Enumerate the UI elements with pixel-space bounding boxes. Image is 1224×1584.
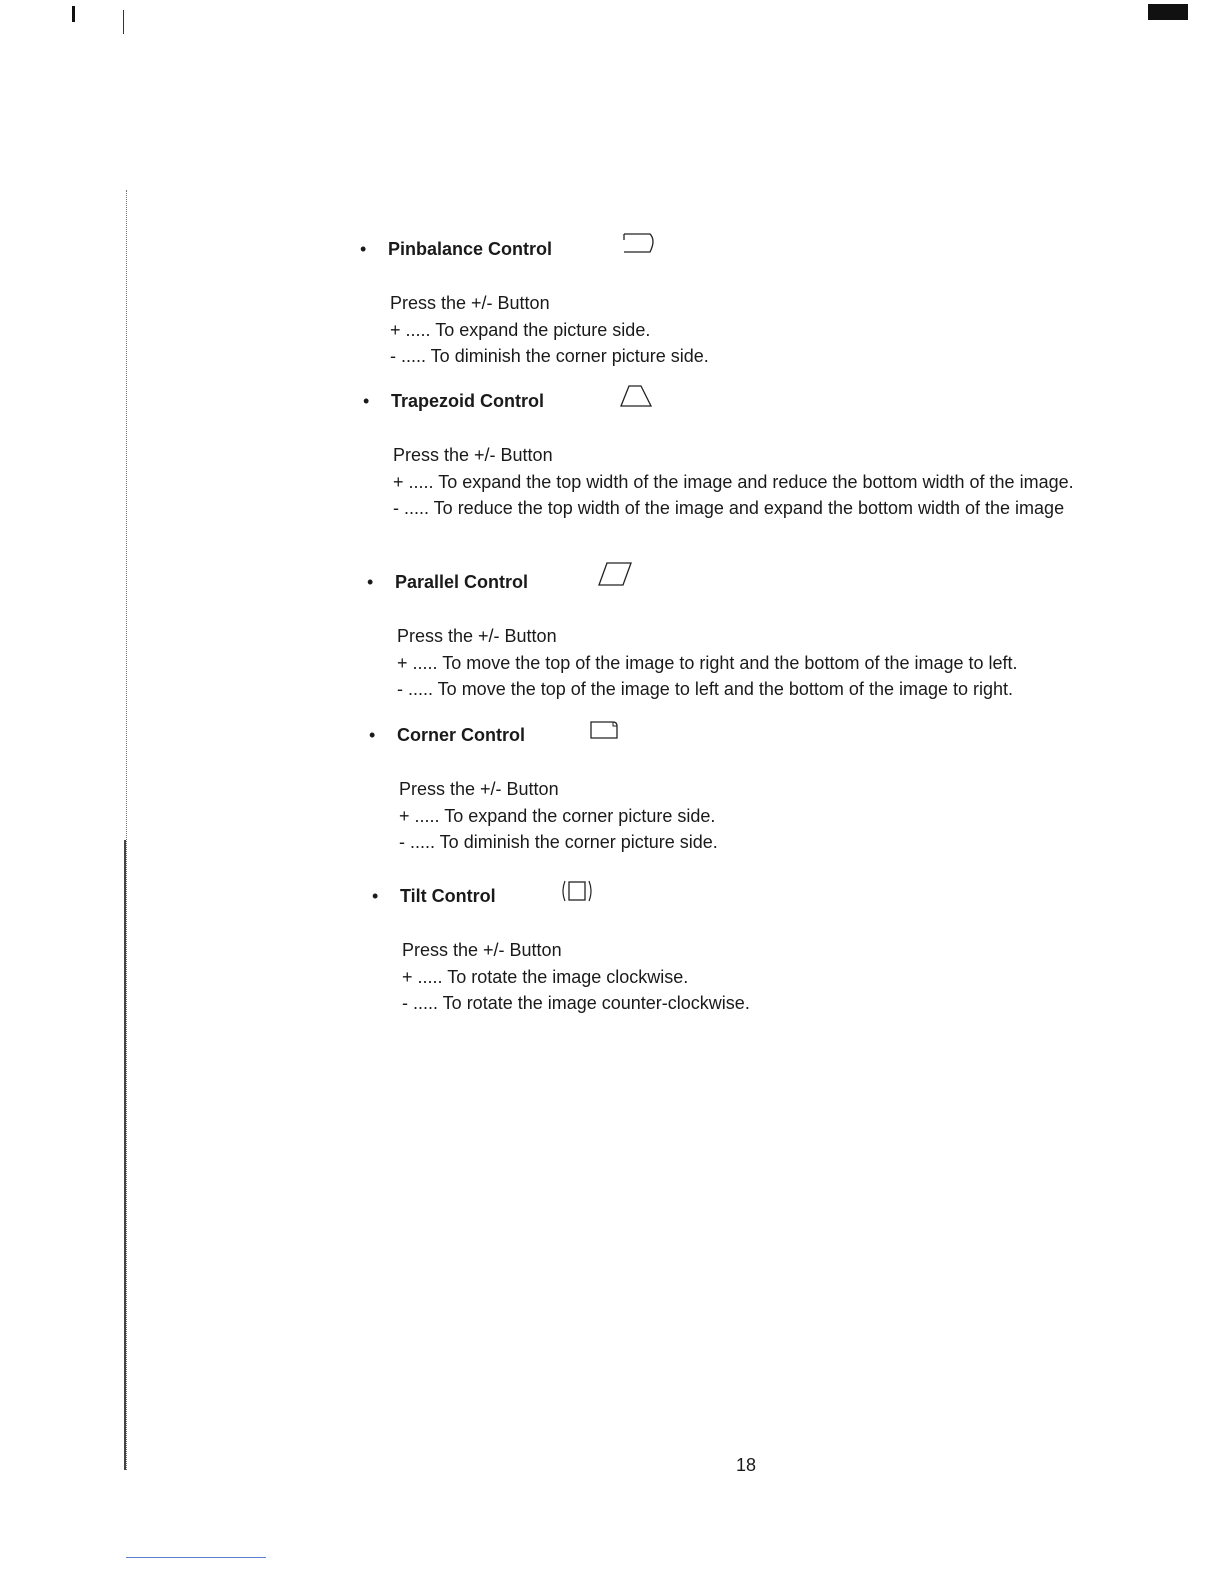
section-heading: Parallel Control (395, 572, 529, 592)
press-instruction: Press the +/- Button (399, 779, 559, 799)
section-heading-row (363, 388, 1123, 414)
minus-description: - ..... To reduce the top width of the image and expand the bottom width of the image (393, 498, 1065, 518)
section-body (402, 937, 1132, 1017)
bullet: • (369, 725, 376, 745)
section-heading-row (360, 236, 1120, 262)
section-heading: Trapezoid Control (391, 391, 544, 411)
scan-binding-edge (126, 190, 127, 1470)
section-body (399, 776, 1129, 856)
plus-description: + ..... To rotate the image clockwise. (402, 966, 689, 987)
minus-description: - ..... To rotate the image counter-clockwise. (402, 993, 750, 1013)
plus-description: + ..... To expand the corner picture side. (399, 805, 716, 826)
press-instruction: Press the +/- Button (397, 626, 557, 646)
plus-description: + ..... To move the top of the image to right and the bottom of the image to left. (397, 652, 1018, 673)
tilt-icon (558, 877, 598, 907)
press-instruction: Press the +/- Button (390, 293, 550, 313)
pinbalance-icon (620, 230, 660, 260)
scan-binding-dark (124, 840, 126, 1470)
section-corner (369, 722, 1129, 856)
parallelogram-icon (593, 559, 635, 591)
section-heading-row (369, 722, 1129, 748)
press-instruction: Press the +/- Button (402, 940, 562, 960)
bullet: • (372, 886, 379, 906)
minus-description: - ..... To diminish the corner picture side. (399, 832, 718, 852)
trapezoid-icon (617, 382, 657, 412)
scan-mark-top-left (72, 6, 75, 22)
section-body (397, 623, 1127, 703)
section-heading: Tilt Control (400, 886, 496, 906)
scan-mark-top-right (1148, 4, 1188, 20)
press-instruction: Press the +/- Button (393, 445, 553, 465)
bullet: • (363, 391, 370, 411)
plus-description: + ..... To expand the top width of the image and reduce the bottom width of the image. (393, 471, 1074, 492)
bullet: • (360, 239, 367, 259)
plus-description: + ..... To expand the picture side. (390, 319, 651, 340)
corner-icon (587, 718, 621, 746)
section-body (390, 290, 1120, 370)
minus-description: - ..... To diminish the corner picture side. (390, 346, 709, 366)
section-parallel (367, 569, 1127, 703)
bullet: • (367, 572, 374, 592)
scan-mark-top-left-thin (123, 10, 124, 34)
minus-description: - ..... To move the top of the image to left and the bottom of the image to right. (397, 679, 1014, 699)
section-heading-row (372, 883, 1132, 909)
page-number: 18 (735, 1455, 757, 1475)
footer-rule (126, 1557, 266, 1558)
section-heading-row (367, 569, 1127, 595)
section-body (393, 442, 1123, 522)
section-trapezoid (363, 388, 1123, 522)
section-pinbalance (360, 236, 1120, 370)
section-tilt (372, 883, 1132, 1017)
section-heading: Pinbalance Control (388, 239, 553, 259)
section-heading: Corner Control (397, 725, 525, 745)
